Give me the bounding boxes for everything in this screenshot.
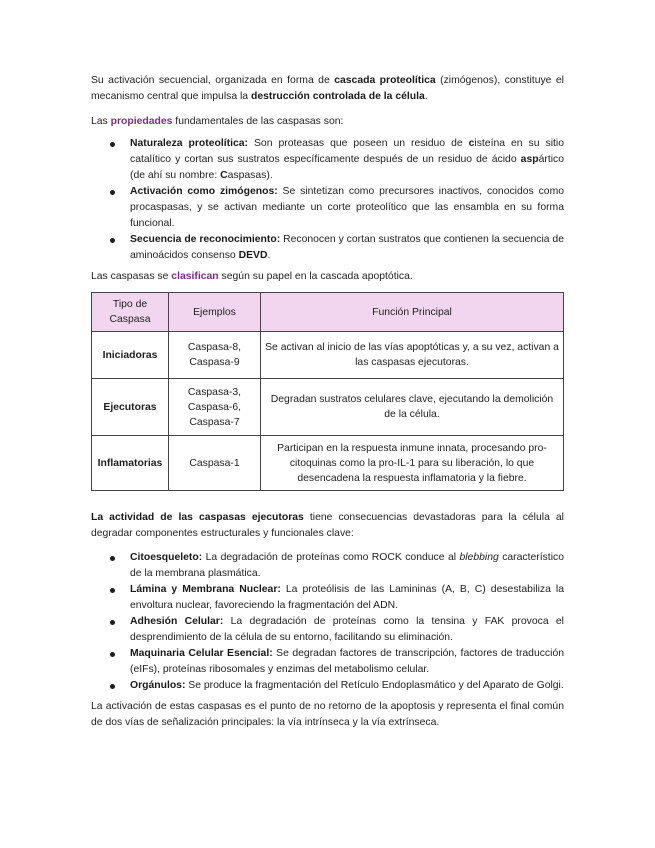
classify-highlight: clasifican — [171, 271, 219, 282]
properties-intro: Las propiedades fundamentales de las caspasas son: — [91, 116, 344, 127]
list-item: Maquinaria Celular Esencial: Se degradan factores de transcripción, factores de traducción (eIFs), proteínas ribosomales y enzimas del metabolismo celular. — [91, 646, 564, 678]
bullet-icon — [110, 620, 115, 625]
intro-paragraph: Su activación secuencial, organizada en forma de cascada proteolítica (zimógenos), constituye el mecanismo central que impulsa la destrucción controlada de la célula. — [91, 75, 564, 102]
bullet-icon — [110, 556, 115, 561]
bullet-icon — [110, 588, 115, 593]
header-examples: Ejemplos — [169, 293, 261, 332]
cell-function: Degradan sustratos celulares clave, ejecutando la demolición de la célula. — [261, 379, 564, 436]
cell-type: Ejecutoras — [92, 379, 169, 436]
cell-examples: Caspasa-8, Caspasa-9 — [169, 332, 261, 379]
cell-function: Participan en la respuesta inmune innata, procesando pro-citoquinas como la pro-IL-1 para su liberación, lo que desencadena la respuesta inflamatoria y la fiebre. — [261, 436, 564, 491]
bullet-icon — [110, 684, 115, 689]
caspase-table — [91, 292, 564, 491]
cell-function: Se activan al inicio de las vías apoptóticas y, a su vez, activan a las caspasas ejecutoras. — [261, 332, 564, 379]
table-intro: Las caspasas se clasifican según su papel en la cascada apoptótica. — [91, 271, 413, 282]
cell-examples: Caspasa-1 — [169, 436, 261, 491]
bullet-icon — [110, 190, 115, 195]
cell-type: Inflamatorias — [92, 436, 169, 491]
list-item: Naturaleza proteolítica: Son proteasas que poseen un residuo de cisteína en su sitio catalítico y cortan sus sustratos específicamente después de un residuo de ácido aspártico (de ahí su nombre: Caspasas). — [91, 136, 564, 184]
executor-paragraph: La actividad de las caspasas ejecutoras tiene consecuencias devastadoras para la célula al degradar componentes estructurales y funcionales clave: — [91, 512, 564, 539]
list-item: Secuencia de reconocimiento: Reconocen y cortan sustratos que contienen la secuencia de aminoácidos consenso DEVD. — [91, 232, 564, 264]
cell-type: Iniciadoras — [92, 332, 169, 379]
list-item: Activación como zimógenos: Se sintetizan como precursores inactivos, conocidos como procaspasas, y se activan mediante un corte proteolítico que las ensambla en su forma funcional. — [91, 184, 564, 232]
header-function: Función Principal — [261, 293, 564, 332]
bullet-icon — [110, 652, 115, 657]
closing-paragraph: La activación de estas caspasas es el punto de no retorno de la apoptosis y representa el final común de dos vías de señalización principales: la vía intrínseca y la vía extrínseca. — [91, 701, 564, 728]
list-item: Lámina y Membrana Nuclear: La proteólisis de las Lamininas (A, B, C) desestabiliza la envoltura nuclear, favoreciendo la fragmentación del ADN. — [91, 582, 564, 614]
document-page — [91, 73, 564, 731]
properties-list — [91, 136, 564, 264]
table-row — [92, 332, 564, 379]
cell-examples: Caspasa-3, Caspasa-6, Caspasa-7 — [169, 379, 261, 436]
list-item: Citoesqueleto: La degradación de proteínas como ROCK conduce al blebbing característico de la membrana plasmática. — [91, 550, 564, 582]
properties-highlight: propiedades — [110, 116, 173, 127]
bullet-icon — [110, 238, 115, 243]
effects-list — [91, 550, 564, 694]
list-item: Adhesión Celular: La degradación de proteínas como la tensina y FAK provoca el desprendimiento de la célula de su entorno, facilitando su eliminación. — [91, 614, 564, 646]
header-type: Tipo de Caspasa — [92, 293, 169, 332]
table-header-row — [92, 293, 564, 332]
table-row — [92, 436, 564, 491]
bullet-icon — [110, 142, 115, 147]
list-item: Orgánulos: Se produce la fragmentación del Retículo Endoplasmático y del Aparato de Golgi. — [91, 678, 564, 694]
table-row — [92, 379, 564, 436]
